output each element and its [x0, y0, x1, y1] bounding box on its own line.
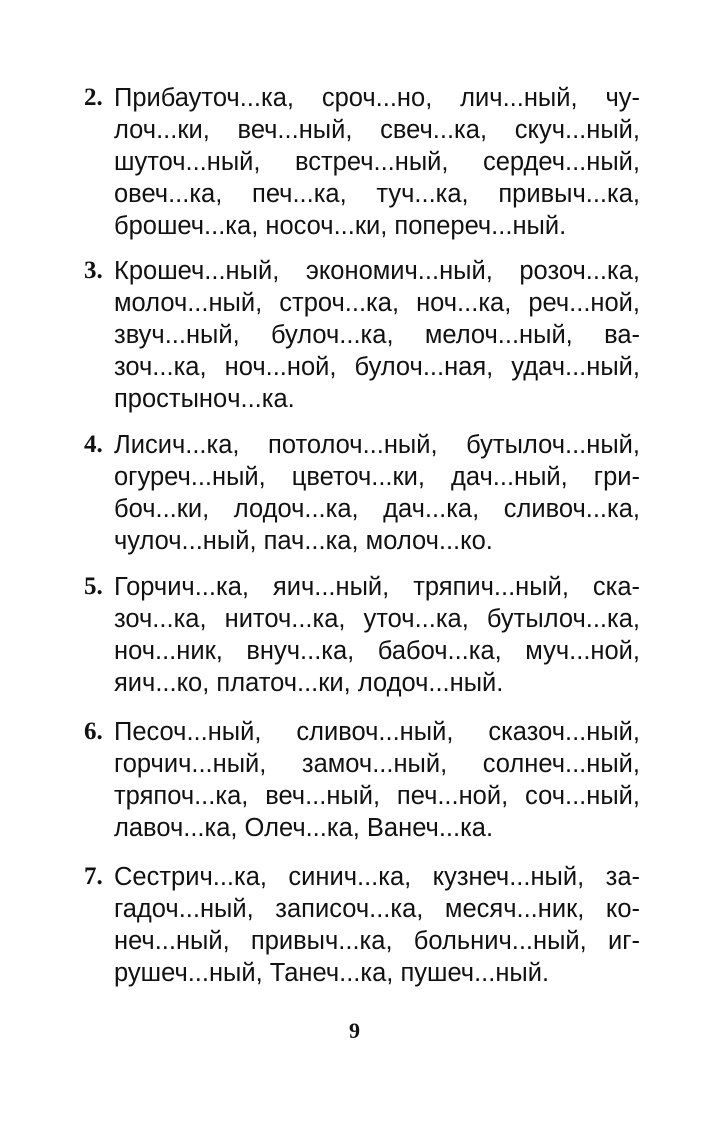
text-line: овеч...ка, печ...ка, туч...ка, привыч...ка, [114, 180, 640, 208]
text-line: брошеч...ка, носоч...ки, попереч...ный. [114, 212, 567, 240]
exercise-text [114, 255, 640, 415]
text-line: неч...ный, привыч...ка, больнич...ный, иг- [114, 927, 640, 955]
text-line: молоч...ный, строч...ка, ноч...ка, реч...ной, [114, 289, 640, 317]
exercise-7 [84, 861, 640, 989]
text-line: Лисич...ка, потолоч...ный, бутылоч...ный, [114, 431, 640, 459]
text-line: огуреч...ный, цветоч...ки, дач...ный, гри- [114, 463, 640, 491]
exercise-6 [84, 716, 640, 844]
exercise-text [114, 571, 640, 699]
text-line: гадоч...ный, записоч...ка, месяч...ник, ко- [114, 895, 640, 923]
page-number: 9 [349, 1018, 360, 1043]
exercise-text [114, 82, 640, 242]
exercise-number: 4. [84, 431, 103, 458]
text-line: лоч...ки, веч...ный, свеч...ка, скуч...ный, [114, 116, 640, 144]
exercise-4 [84, 429, 640, 557]
text-line: ноч...ник, внуч...ка, бабоч...ка, муч...ной, [114, 637, 640, 665]
exercise-text [114, 429, 640, 557]
exercise-2 [84, 82, 640, 242]
text-line: простынoч...ка. [114, 385, 295, 413]
exercise-text [114, 716, 640, 844]
text-line: яич...ко, платоч...ки, лодоч...ный. [114, 669, 504, 697]
exercise-number: 3. [84, 257, 103, 284]
text-line: шуточ...ный, встреч...ный, сердеч...ный, [114, 148, 640, 176]
text-line: зоч...ка, ноч...ной, булоч...ная, удач...ный, [114, 353, 640, 381]
text-line: Сестрич...ка, синич...ка, кузнеч...ный, за- [114, 863, 640, 891]
text-line: лавоч...ка, Олеч...ка, Ванеч...ка. [114, 814, 494, 842]
exercise-number: 7. [84, 863, 103, 890]
exercise-5 [84, 571, 640, 699]
text-line: звуч...ный, булоч...ка, мелоч...ный, ва- [114, 321, 640, 349]
text-line: тряпоч...ка, веч...ный, печ...ной, соч...ный, [114, 782, 640, 810]
exercise-number: 2. [84, 84, 103, 111]
text-line: боч...ки, лодоч...ка, дач...ка, сливоч...ка, [114, 495, 640, 523]
text-line: Крошеч...ный, экономич...ный, розоч...ка, [114, 257, 640, 285]
text-line: рушеч...ный, Танеч...ка, пушеч...ный. [114, 959, 550, 987]
text-line: горчич...ный, замоч...ный, солнеч...ный, [114, 750, 640, 778]
text-line: чулоч...ный, пач...ка, молоч...ко. [114, 527, 493, 555]
text-line: Горчич...ка, яич...ный, тряпич...ный, ска- [114, 573, 640, 601]
text-line: Прибауточ...ка, сроч...но, лич...ный, чу- [114, 84, 640, 112]
exercise-number: 5. [84, 573, 103, 600]
text-line: зоч...ка, ниточ...ка, уточ...ка, бутылоч...ка, [114, 605, 640, 633]
exercise-3 [84, 255, 640, 415]
exercise-text [114, 861, 640, 989]
exercise-list [84, 74, 640, 989]
text-line: Песоч...ный, сливоч...ный, сказоч...ный, [114, 718, 640, 746]
exercise-number: 6. [84, 718, 103, 745]
